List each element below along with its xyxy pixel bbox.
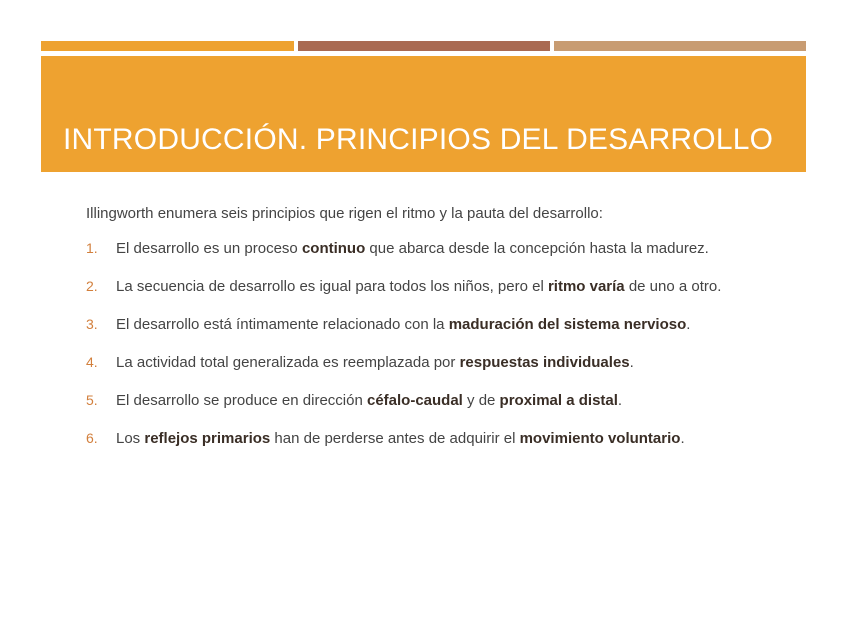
item-bold-text: céfalo-caudal <box>366 392 463 409</box>
principles-list <box>86 236 746 451</box>
item-text: El desarrollo se produce en dirección <box>116 392 367 409</box>
item-bold-text: proximal a distal <box>499 392 618 409</box>
list-item <box>86 388 746 413</box>
item-text: El desarrollo es un proceso <box>116 240 302 257</box>
item-number: 3. <box>86 316 98 332</box>
list-item <box>86 350 746 375</box>
item-text: . <box>629 354 634 371</box>
item-number: 6. <box>86 430 98 446</box>
intro-text: Illingworth enumera seis principios que rigen el ritmo y la pauta del desarrollo: <box>86 205 603 222</box>
item-text: . <box>680 430 685 447</box>
accent-stripe-tan <box>554 41 806 51</box>
accent-stripe-orange <box>41 41 294 51</box>
item-text: El desarrollo está íntimamente relacionado con la <box>116 316 449 333</box>
item-number: 1. <box>86 240 98 256</box>
item-text: . <box>617 392 623 409</box>
item-bold-text: movimiento voluntario <box>519 430 681 447</box>
item-text: y de <box>462 392 500 409</box>
slide-content <box>86 201 746 464</box>
item-text: La actividad total generalizada es reemplazada por <box>116 354 460 371</box>
title-band <box>41 56 806 172</box>
list-item <box>86 274 746 299</box>
item-text: . <box>686 316 691 333</box>
item-text: La secuencia de desarrollo es igual para todos los niños, pero el <box>116 278 548 295</box>
item-number: 4. <box>86 354 98 370</box>
item-text: de uno a otro. <box>624 278 722 295</box>
list-item <box>86 312 746 337</box>
accent-stripe-brown <box>298 41 550 51</box>
item-bold-text: reflejos primarios <box>144 430 271 447</box>
item-bold-text: continuo <box>301 240 366 257</box>
slide-title: INTRODUCCIÓN. PRINCIPIOS DEL DESARROLLO <box>63 123 774 156</box>
list-item <box>86 426 746 451</box>
item-number: 2. <box>86 278 98 294</box>
item-text: han de perderse antes de adquirir el <box>270 430 520 447</box>
list-item <box>86 236 746 261</box>
item-number: 5. <box>86 392 98 408</box>
item-bold-text: maduración del sistema nervioso <box>448 316 687 333</box>
item-text: que abarca desde la concepción hasta la madurez. <box>365 240 709 257</box>
item-text: Los <box>116 430 145 447</box>
item-bold-text: respuestas individuales <box>459 354 630 371</box>
item-bold-text: ritmo varía <box>547 278 625 295</box>
